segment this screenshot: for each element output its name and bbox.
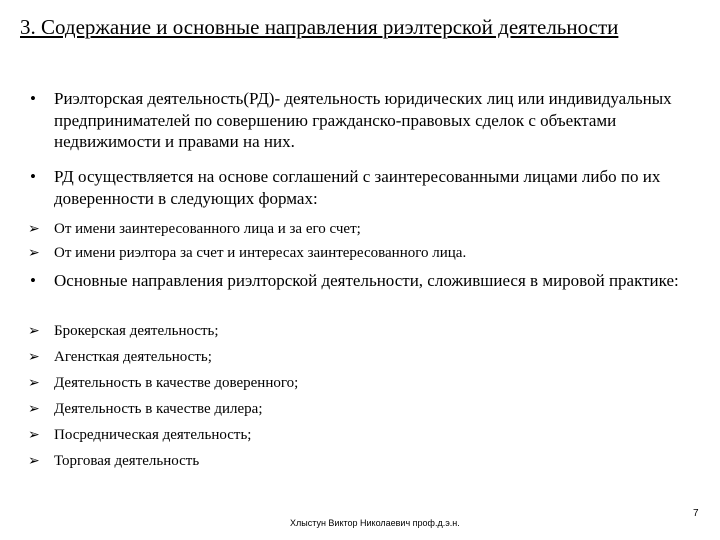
item-text: Брокерская деятельность;: [54, 323, 219, 339]
arrow-bullet-icon: ➢: [28, 221, 40, 237]
arrow-bullet-icon: ➢: [28, 323, 40, 339]
arrow-bullet-icon: ➢: [28, 427, 40, 443]
footer-author: Хлыстун Виктор Николаевич проф.д.э.н.: [290, 518, 460, 528]
arrow-bullet-icon: ➢: [28, 349, 40, 365]
arrow-bullet-icon: ➢: [28, 453, 40, 469]
item-text: РД осуществляется на основе соглашений с заинтересованными лицами либо по их доверенности в следующих формах:: [54, 167, 661, 208]
item-text: Агенсткая деятельность;: [54, 349, 212, 365]
item-text: От имени риэлтора за счет и интересах заинтересованного лица.: [54, 245, 467, 261]
page-number: 7: [693, 508, 699, 519]
item-text: Посредническая деятельность;: [54, 427, 252, 443]
arrow-bullet-icon: ➢: [28, 375, 40, 391]
bullet-icon: •: [30, 89, 36, 108]
item-text: Риэлторская деятельность(РД)- деятельность юридических лиц или индивидуальных предпринимателей по совершению гражданско-правовых сделок с объектами недвижимости и правами на них.: [54, 89, 672, 151]
item-text: Деятельность в качестве дилера;: [54, 401, 263, 417]
item-text: Торговая деятельность: [54, 453, 200, 469]
slide-title: 3. Содержание и основные направления риэлтерской деятельности: [20, 15, 619, 39]
arrow-bullet-icon: ➢: [28, 245, 40, 261]
bullet-icon: •: [30, 271, 36, 290]
item-text: Деятельность в качестве доверенного;: [54, 375, 299, 391]
bullet-icon: •: [30, 167, 36, 186]
item-text: От имени заинтересованного лица и за его счет;: [54, 221, 361, 237]
arrow-bullet-icon: ➢: [28, 401, 40, 417]
item-text: Основные направления риэлторской деятельности, сложившиеся в мировой практике:: [54, 271, 679, 290]
